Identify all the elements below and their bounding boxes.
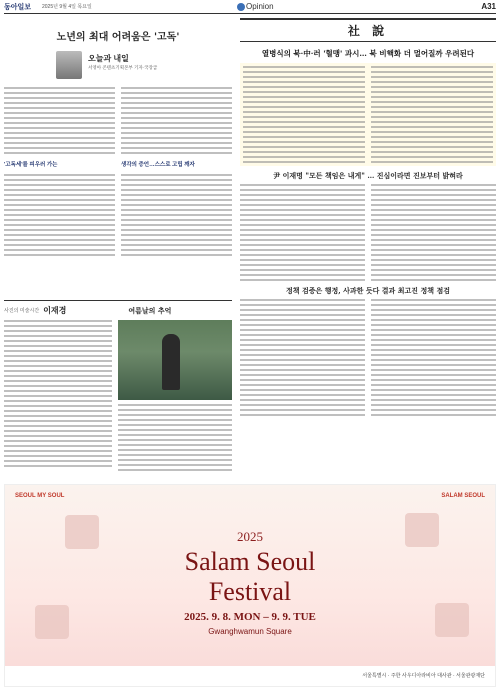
editorial-title-1: 열병식의 북·中·러 '혈맹' 과시… 북 비핵화 더 멀어질까 우려된다 — [261, 49, 475, 58]
column-subhead-1: '고독세'를 피우러 가는 — [4, 162, 58, 168]
column-body — [4, 87, 232, 256]
section-label: Opinion — [237, 2, 274, 11]
editorial-title-3: 정책 검증은 행정, 사과한 듯다 결과 최고진 정책 점검 — [286, 286, 450, 295]
column-title: 노년의 최대 어려움은 '고독' — [56, 32, 180, 43]
author-role: 서영아 콘텐츠기획본부 기자·국장급 — [88, 65, 158, 70]
ad-title-line-1: Salam Seoul — [184, 547, 316, 576]
masthead — [4, 2, 496, 14]
ad-year: 2025 — [237, 529, 263, 544]
column-name: 오늘과 내일 — [88, 54, 129, 63]
salam-seoul-logo: SALAM SEOUL — [441, 493, 485, 499]
ad-sponsors: 서울특별시 · 주한 사우디아라비아 대사관 · 서울관광재단 — [362, 673, 485, 679]
essay-body — [4, 320, 232, 471]
editorial-body-1 — [240, 63, 496, 166]
editorial-body-2 — [240, 184, 496, 281]
essay-text — [4, 320, 112, 471]
essay-text-right — [118, 404, 232, 471]
page-number: A31 — [481, 2, 496, 11]
column-text-right — [121, 87, 232, 256]
editorial-title-2: 尹 이재명 "모든 책임은 내게" … 진심이라면 진보부터 밝혀라 — [273, 171, 463, 180]
seoul-logo: SEOUL MY SOUL — [15, 493, 65, 499]
editorial-section — [240, 18, 496, 480]
ad-sponsor-bar — [5, 666, 495, 686]
column-subhead-2: 생각의 증언…스스로 고립 깨자 — [121, 162, 195, 168]
column-article — [4, 18, 232, 298]
newspaper-logo: 동아일보 — [4, 4, 32, 11]
essay-header — [4, 301, 232, 320]
essay-series-tag: 사진의 미술시간 — [4, 308, 40, 314]
column-byline — [4, 51, 232, 81]
column-text-left — [4, 87, 115, 256]
author-avatar — [56, 51, 82, 79]
festival-advertisement — [4, 484, 496, 687]
ad-venue: Gwanghwamun Square — [208, 627, 292, 636]
ad-dates: 2025. 9. 8. MON – 9. 9. TUE — [184, 611, 316, 623]
essay-title: 여름날의 추억 — [128, 305, 172, 315]
essay-article — [4, 300, 232, 480]
opinion-dot-icon — [237, 3, 245, 11]
essay-author: 이재경 — [43, 306, 67, 315]
painting-figure — [162, 334, 180, 390]
essay-painting-image — [118, 320, 232, 400]
ad-title-line-2: Festival — [208, 577, 292, 606]
editorial-body-3 — [240, 299, 496, 416]
editorial-banner: 社 說 — [240, 18, 496, 42]
issue-date: 2025년 9월 4일 목요일 — [42, 4, 92, 10]
